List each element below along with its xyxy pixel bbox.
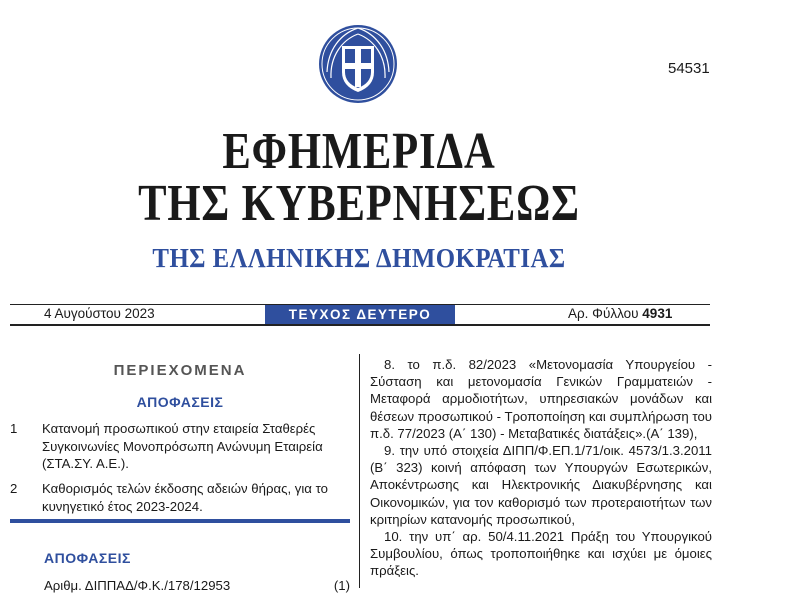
series-badge: ΤΕΥΧΟΣ ΔΕΥΤΕΡΟ: [265, 305, 455, 324]
toc-item-text: Κατανομή προσωπικού στην εταιρεία Σταθερές Συγκοινωνίες Μονοπρόσωπη Ανώνυμη Εταιρεία (ΣΤΑ.ΣΥ. Α.Ε.).: [42, 421, 323, 471]
page-number: 54531: [668, 60, 710, 77]
sheet-number-value: 4931: [642, 306, 673, 321]
toc-item-number: 1: [10, 421, 18, 436]
decision-reference-number: (1): [333, 578, 350, 593]
decisions-heading: ΑΠΟΦΑΣΕΙΣ: [44, 550, 131, 566]
column-divider: [359, 354, 360, 588]
toc-heading: ΠΕΡΙΕΧΟΜΕΝΑ: [113, 362, 247, 379]
header-rule-bottom: [10, 324, 710, 326]
hellenic-republic-emblem: [318, 20, 398, 108]
decision-reference-text: Αριθμ. ΔΙΠΠΑΔ/Φ.Κ./178/12953: [44, 578, 231, 593]
body-paragraph: 10. την υπ΄ αρ. 50/4.11.2021 Πράξη του Υπουργικού Συμβουλίου, όπως τροποποιήθηκε και ισχύει με όμοιες πράξεις.: [370, 529, 712, 579]
gazette-subtitle: ΤΗΣ ΕΛΛΗΝΙΚΗΣ ΔΗΜΟΚΡΑΤΙΑΣ: [152, 243, 566, 273]
body-paragraph: 8. το π.δ. 82/2023 «Μετονομασία Υπουργείου - Σύσταση και μετονομασία Γενικών Γραμματειών - Μεταφορά αρμοδιοτήτων, υπηρεσιακών μονάδων και θέσεων προσωπικού - Τροποποίηση και συμπλήρωση του π.δ. 77/2023 (Α΄ 130) - Μεταβατικές διατάξεις».(Α΄ 139),: [370, 357, 712, 441]
sheet-number-label: Αρ. Φύλλου: [568, 306, 639, 321]
issue-date: 4 Αυγούστου 2023: [44, 306, 155, 321]
toc-divider: [10, 519, 350, 523]
body-paragraph: 9. την υπό στοιχεία ΔΙΠΠ/Φ.ΕΠ.1/71/οικ. 4573/1.3.2011 (Β΄ 323) κοινή απόφαση των Υπουργών Εσωτερικών, Αποκέντρωσης και Ηλεκτρονικής Διακυβέρνησης και Οικονομικών, για τον καθορισμό των προτεραιοτήτων των κριτηρίων κατανομής προσωπικού,: [370, 443, 712, 527]
toc-item-number: 2: [10, 481, 18, 496]
decision-reference: [44, 578, 350, 593]
toc-item-text: Καθορισμός τελών έκδοσης αδειών θήρας, για το κυνηγετικό έτος 2023-2024.: [42, 481, 328, 514]
body-column: [370, 356, 712, 580]
gazette-title-line2: ΤΗΣ ΚΥΒΕΡΝΗΣΕΩΣ: [138, 175, 580, 232]
sheet-number: [568, 306, 672, 321]
gazette-title-line1: ΕΦΗΜΕΡΙΔΑ: [222, 123, 496, 180]
toc-section-heading: ΑΠΟΦΑΣΕΙΣ: [136, 394, 224, 410]
